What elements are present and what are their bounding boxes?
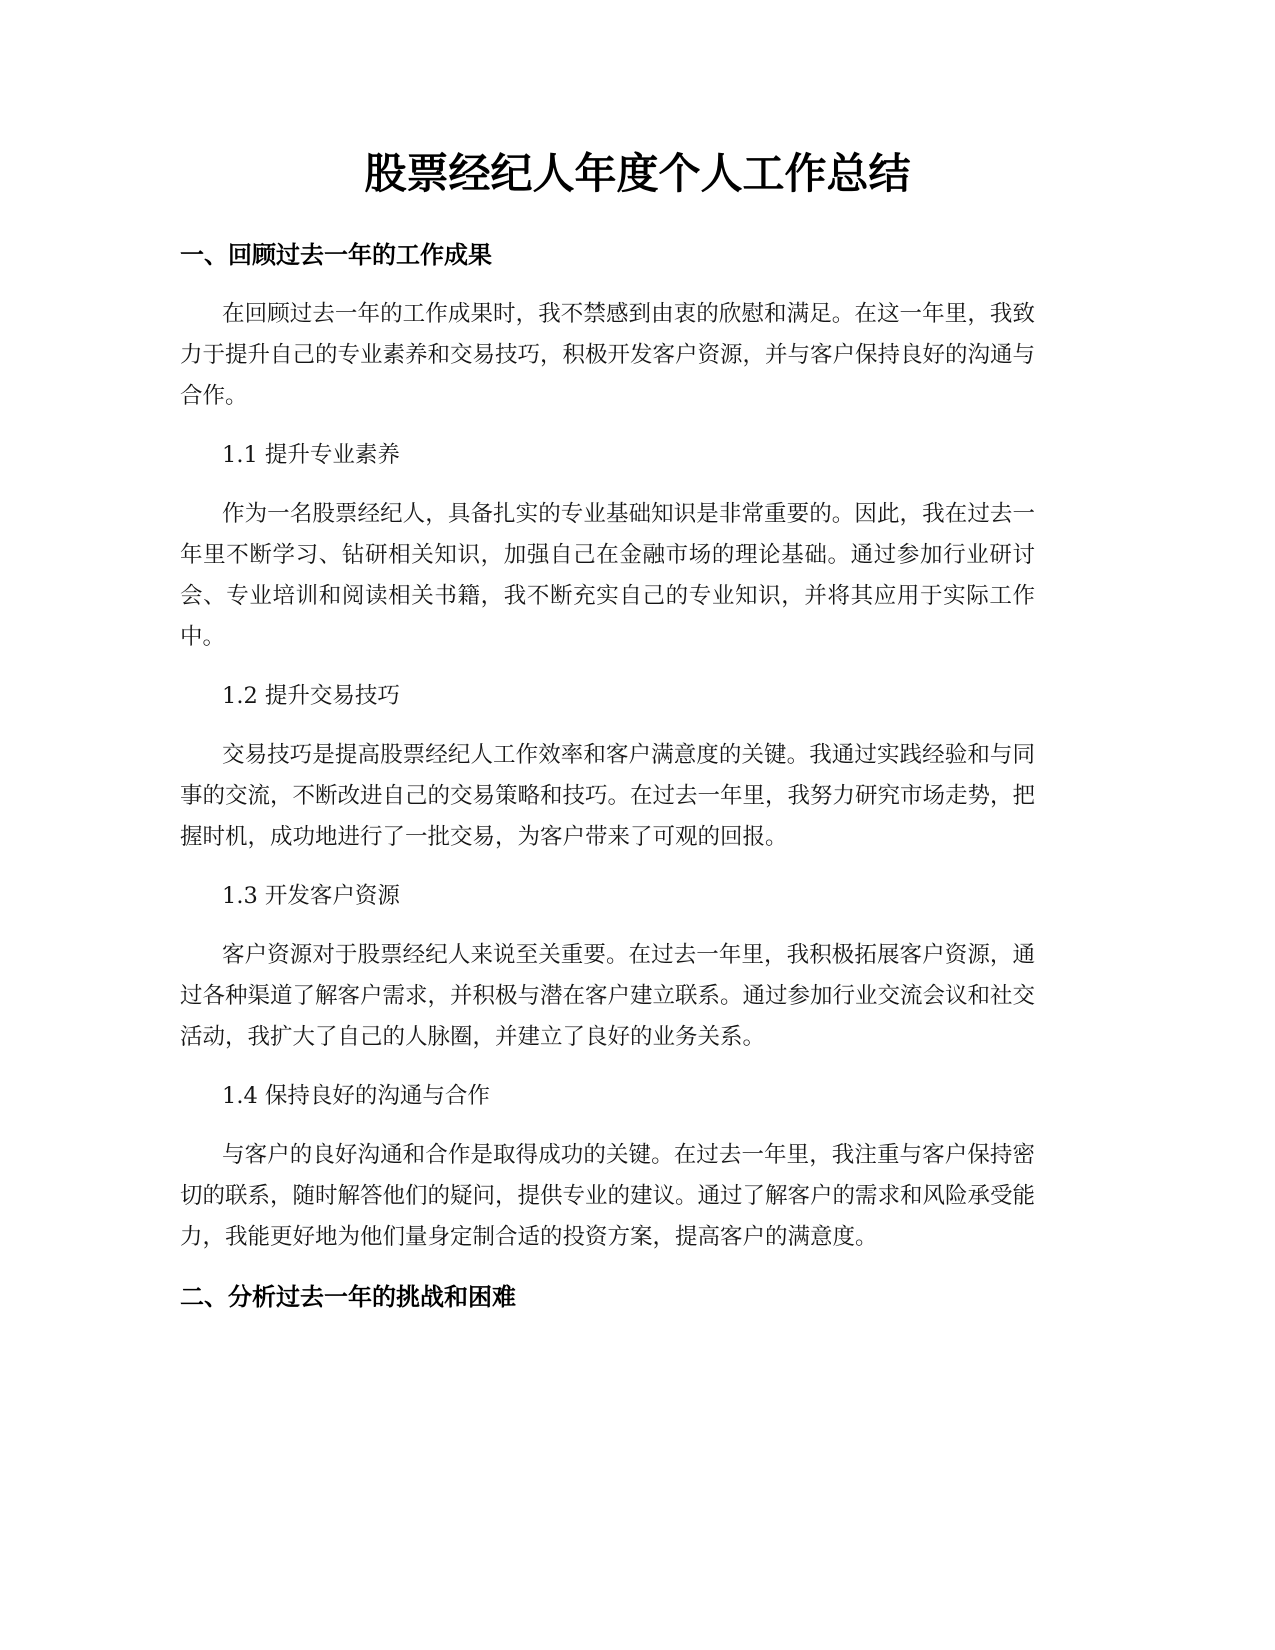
subsection-heading-professional: 1.1 提升专业素养	[222, 442, 400, 468]
subsection-heading-trading: 1.2 提升交易技巧	[222, 683, 400, 709]
section-intro-paragraph: 在回顾过去一年的工作成果时，我不禁感到由衷的欣慰和满足。在这一年里，我致力于提升自己的专业素养和交易技巧，积极开发客户资源，并与客户保持良好的沟通与合作。	[180, 301, 1036, 409]
document-body	[180, 234, 1035, 1318]
subsection-body-professional: 作为一名股票经纪人，具备扎实的专业基础知识是非常重要的。因此，我在过去一年里不断学习、钻研相关知识，加强自己在金融市场的理论基础。通过参加行业研讨会、专业培训和阅读相关书籍，我不断充实自己的专业知识，并将其应用于实际工作中。	[180, 501, 1035, 650]
document-title: 股票经纪人年度个人工作总结	[364, 149, 911, 198]
subsection-body-clients: 客户资源对于股票经纪人来说至关重要。在过去一年里，我积极拓展客户资源，通过各种渠道了解客户需求，并积极与潜在客户建立联系。通过参加行业交流会议和社交活动，我扩大了自己的人脉圈，并建立了良好的业务关系。	[180, 942, 1036, 1050]
subsection-heading-communication: 1.4 保持良好的沟通与合作	[222, 1083, 490, 1109]
section-heading-review: 一、回顾过去一年的工作成果	[180, 241, 492, 269]
subsection-heading-clients: 1.3 开发客户资源	[222, 883, 400, 909]
section-heading-challenges: 二、分析过去一年的挑战和困难	[180, 1283, 516, 1311]
subsection-body-communication: 与客户的良好沟通和合作是取得成功的关键。在过去一年里，我注重与客户保持密切的联系，随时解答他们的疑问，提供专业的建议。通过了解客户的需求和风险承受能力，我能更好地为他们量身定制合适的投资方案，提高客户的满意度。	[180, 1142, 1036, 1250]
subsection-body-trading: 交易技巧是提高股票经纪人工作效率和客户满意度的关键。我通过实践经验和与同事的交流，不断改进自己的交易策略和技巧。在过去一年里，我努力研究市场走势，把握时机，成功地进行了一批交易，为客户带来了可观的回报。	[180, 742, 1036, 850]
